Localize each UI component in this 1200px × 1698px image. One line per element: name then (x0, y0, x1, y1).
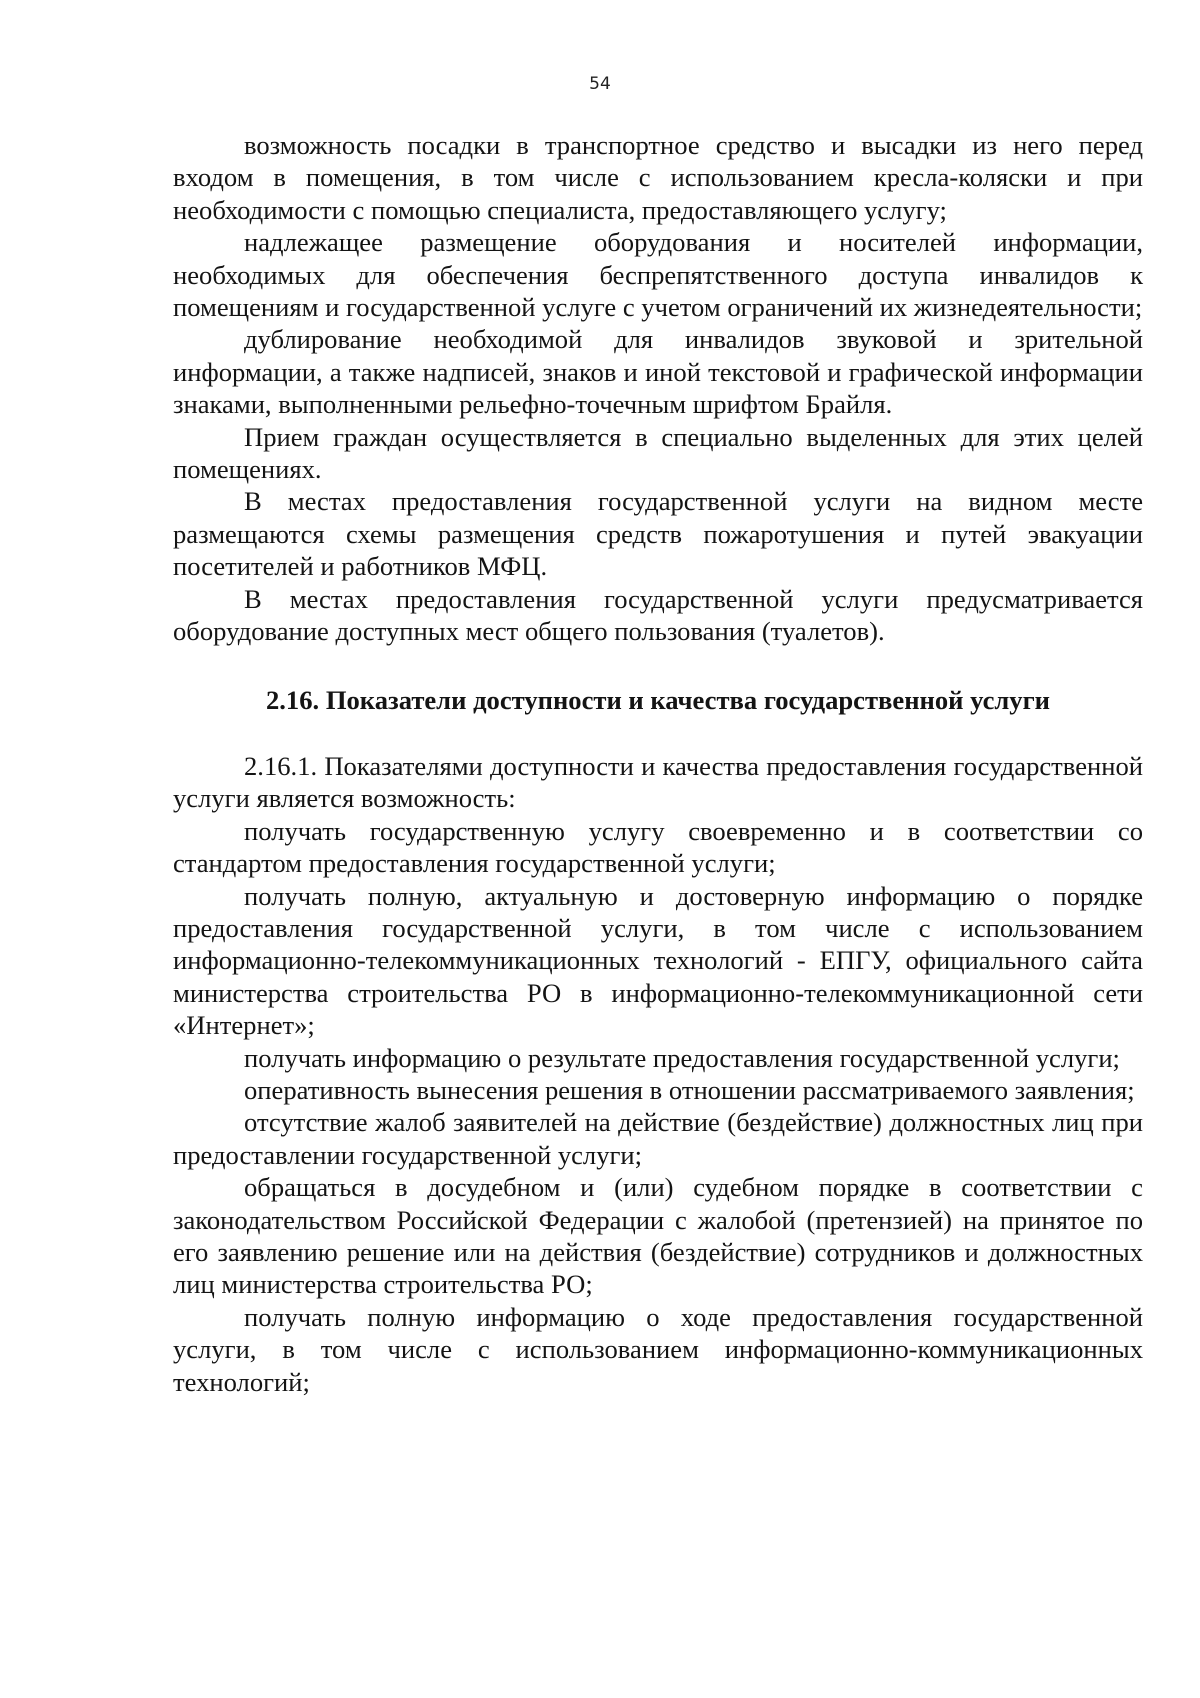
section-heading: 2.16. Показатели доступности и качества государственной услуги (265, 684, 1051, 715)
paragraph: надлежащее размещение оборудования и носителей информации, необходимых для обеспечения беспрепятственного доступа инвалидов к помещениям и государственной услуге с учетом ограничений их жизнедеятельности; (173, 227, 1143, 323)
document-body (173, 129, 1143, 1398)
page-number: 54 (589, 74, 611, 94)
paragraph: получать полную, актуальную и достоверную информацию о порядке предоставления государственной услуги, в том числе с использованием информационно-телекоммуникационных технологий - ЕПГУ, официального сайта министерства строительства РО в информационно-телекоммуникационной сети «Интернет»; (173, 880, 1143, 1041)
paragraph: В местах предоставления государственной услуги на видном месте размещаются схемы размещения средств пожаротушения и путей эвакуации посетителей и работников МФЦ. (173, 486, 1143, 582)
paragraph: получать информацию о результате предоставления государственной услуги; (244, 1042, 1120, 1073)
paragraph: получать полную информацию о ходе предоставления государственной услуги, в том числе с использованием информационно-коммуникационных технологий; (173, 1301, 1143, 1397)
paragraph: 2.16.1. Показателями доступности и качества предоставления государственной услуги является возможность: (173, 750, 1143, 814)
paragraph: обращаться в досудебном и (или) судебном порядке в соответствии с законодательством Российской Федерации с жалобой (претензией) на принятое по его заявлению решение или на действия (бездействие) сотрудников и должностных лиц министерства строительства РО; (173, 1172, 1143, 1300)
paragraph: В местах предоставления государственной услуги предусматривается оборудование доступных мест общего пользования (туалетов). (173, 583, 1143, 647)
paragraph: возможность посадки в транспортное средство и высадки из него перед входом в помещения, в том числе с использованием кресла-коляски и при необходимости с помощью специалиста, предоставляющего услугу; (173, 130, 1143, 225)
paragraph: дублирование необходимой для инвалидов звуковой и зрительной информации, а также надписей, знаков и иной текстовой и графической информации знаками, выполненными рельефно-точечным шрифтом Брайля. (173, 324, 1143, 420)
paragraph: получать государственную услугу своевременно и в соответствии со стандартом предоставления государственной услуги; (173, 815, 1143, 879)
paragraph: отсутствие жалоб заявителей на действие (бездействие) должностных лиц при предоставлении государственной услуги; (173, 1107, 1143, 1170)
paragraph: оперативность вынесения решения в отношении рассматриваемого заявления; (244, 1074, 1135, 1105)
paragraph: Прием граждан осуществляется в специально выделенных для этих целей помещениях. (173, 421, 1143, 485)
